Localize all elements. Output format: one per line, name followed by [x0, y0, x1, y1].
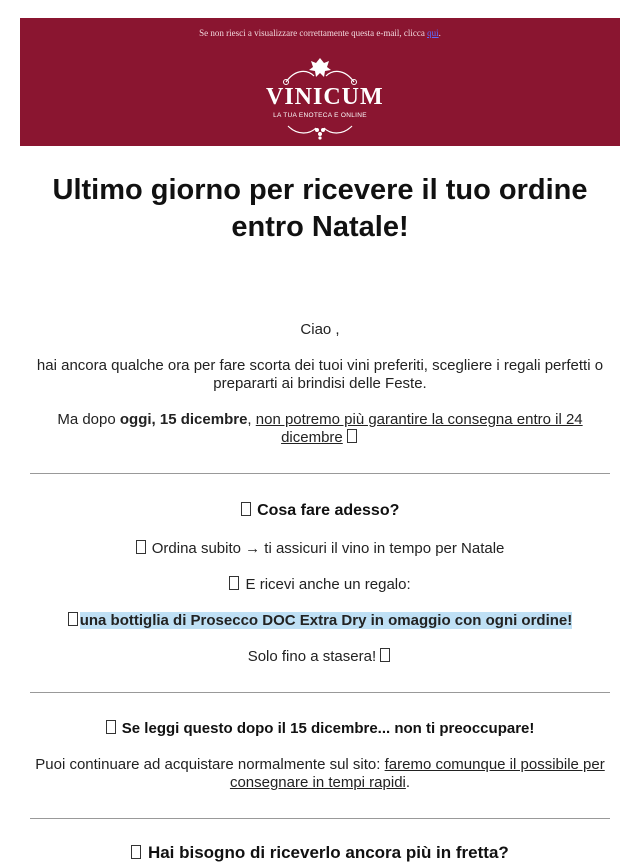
after-deadline-end: . [405, 774, 411, 791]
after-deadline-prefix: Puoi continuare ad acquistare normalmente sul sito: [35, 756, 385, 773]
section-title-text: Cosa fare adesso? [257, 502, 400, 519]
email-header [20, 18, 620, 146]
vinicum-logo[interactable] [266, 56, 384, 140]
gift-highlight [30, 612, 610, 630]
deadline-sep: , [247, 411, 256, 428]
step-order [30, 540, 610, 558]
preheader [20, 28, 620, 38]
greeting-block [30, 321, 610, 339]
intro-text-block [30, 357, 610, 393]
logo-tagline: LA TUA ENOTECA E ONLINE [273, 112, 367, 119]
preheader-text: Se non riesci a visualizzare correttamente questa e-mail, clicca [199, 28, 425, 38]
section-title-text: Hai bisogno di riceverlo ancora più in fretta? [147, 843, 509, 862]
deadline-block [30, 411, 610, 447]
deadline-date: oggi, 15 dicembre [119, 411, 248, 428]
gift-icon [229, 576, 239, 590]
section-title [30, 501, 610, 521]
section-faster [30, 843, 610, 863]
intro-text: hai ancora qualche ora per fare scorta dei tuoi vini preferiti, scegliere i regali perfetti o prepararti ai brindisi delle Feste. [36, 357, 604, 392]
section-title-text: Se leggi questo dopo il 15 dicembre... non ti preoccupare! [121, 720, 535, 737]
cart-icon [136, 540, 146, 554]
closing [30, 648, 610, 666]
fast-delivery-link[interactable]: faremo comunque il possibile per consegnare in tempi rapidi [229, 756, 605, 791]
step-order-text: Ordina subito → ti assicuri il vino in tempo per Natale [151, 540, 505, 557]
clock-icon [380, 648, 390, 662]
section-title [30, 719, 610, 739]
deadline-prefix: Ma dopo [57, 411, 120, 428]
page-title: Ultimo giorno per ricevere il tuo ordine entro Natale! [52, 174, 588, 243]
divider [30, 818, 610, 819]
greeting: Ciao , [300, 321, 340, 338]
section-after-deadline [30, 719, 610, 739]
gift-highlight-block [30, 612, 610, 630]
section-what-to-do [30, 501, 610, 521]
closing-block [30, 648, 610, 666]
logo-wordmark: VINICUM [266, 84, 384, 110]
bell-icon [241, 502, 251, 516]
after-deadline-text-block [30, 756, 610, 792]
after-deadline-text [30, 756, 610, 792]
section-title [30, 843, 610, 863]
info-icon [106, 720, 116, 734]
preheader-end: . [438, 28, 441, 38]
hero [30, 172, 610, 246]
gift-highlight-text: una bottiglia di Prosecco DOC Extra Dry in omaggio con ogni ordine! [79, 612, 573, 629]
divider [30, 692, 610, 693]
bottle-icon [68, 612, 78, 626]
preheader-link[interactable]: qui [427, 28, 439, 38]
step-gift-block [30, 576, 610, 594]
divider [30, 473, 610, 474]
deadline-text [30, 411, 610, 447]
truck-icon [347, 429, 357, 443]
step-gift [30, 576, 610, 594]
step-gift-text: E ricevi anche un regalo: [245, 576, 411, 593]
closing-text: Solo fino a stasera! [247, 648, 377, 665]
rocket-icon [131, 845, 141, 859]
deadline-link[interactable]: non potremo più garantire la consegna entro il 24 dicembre [255, 411, 583, 446]
step-order-block [30, 540, 610, 558]
